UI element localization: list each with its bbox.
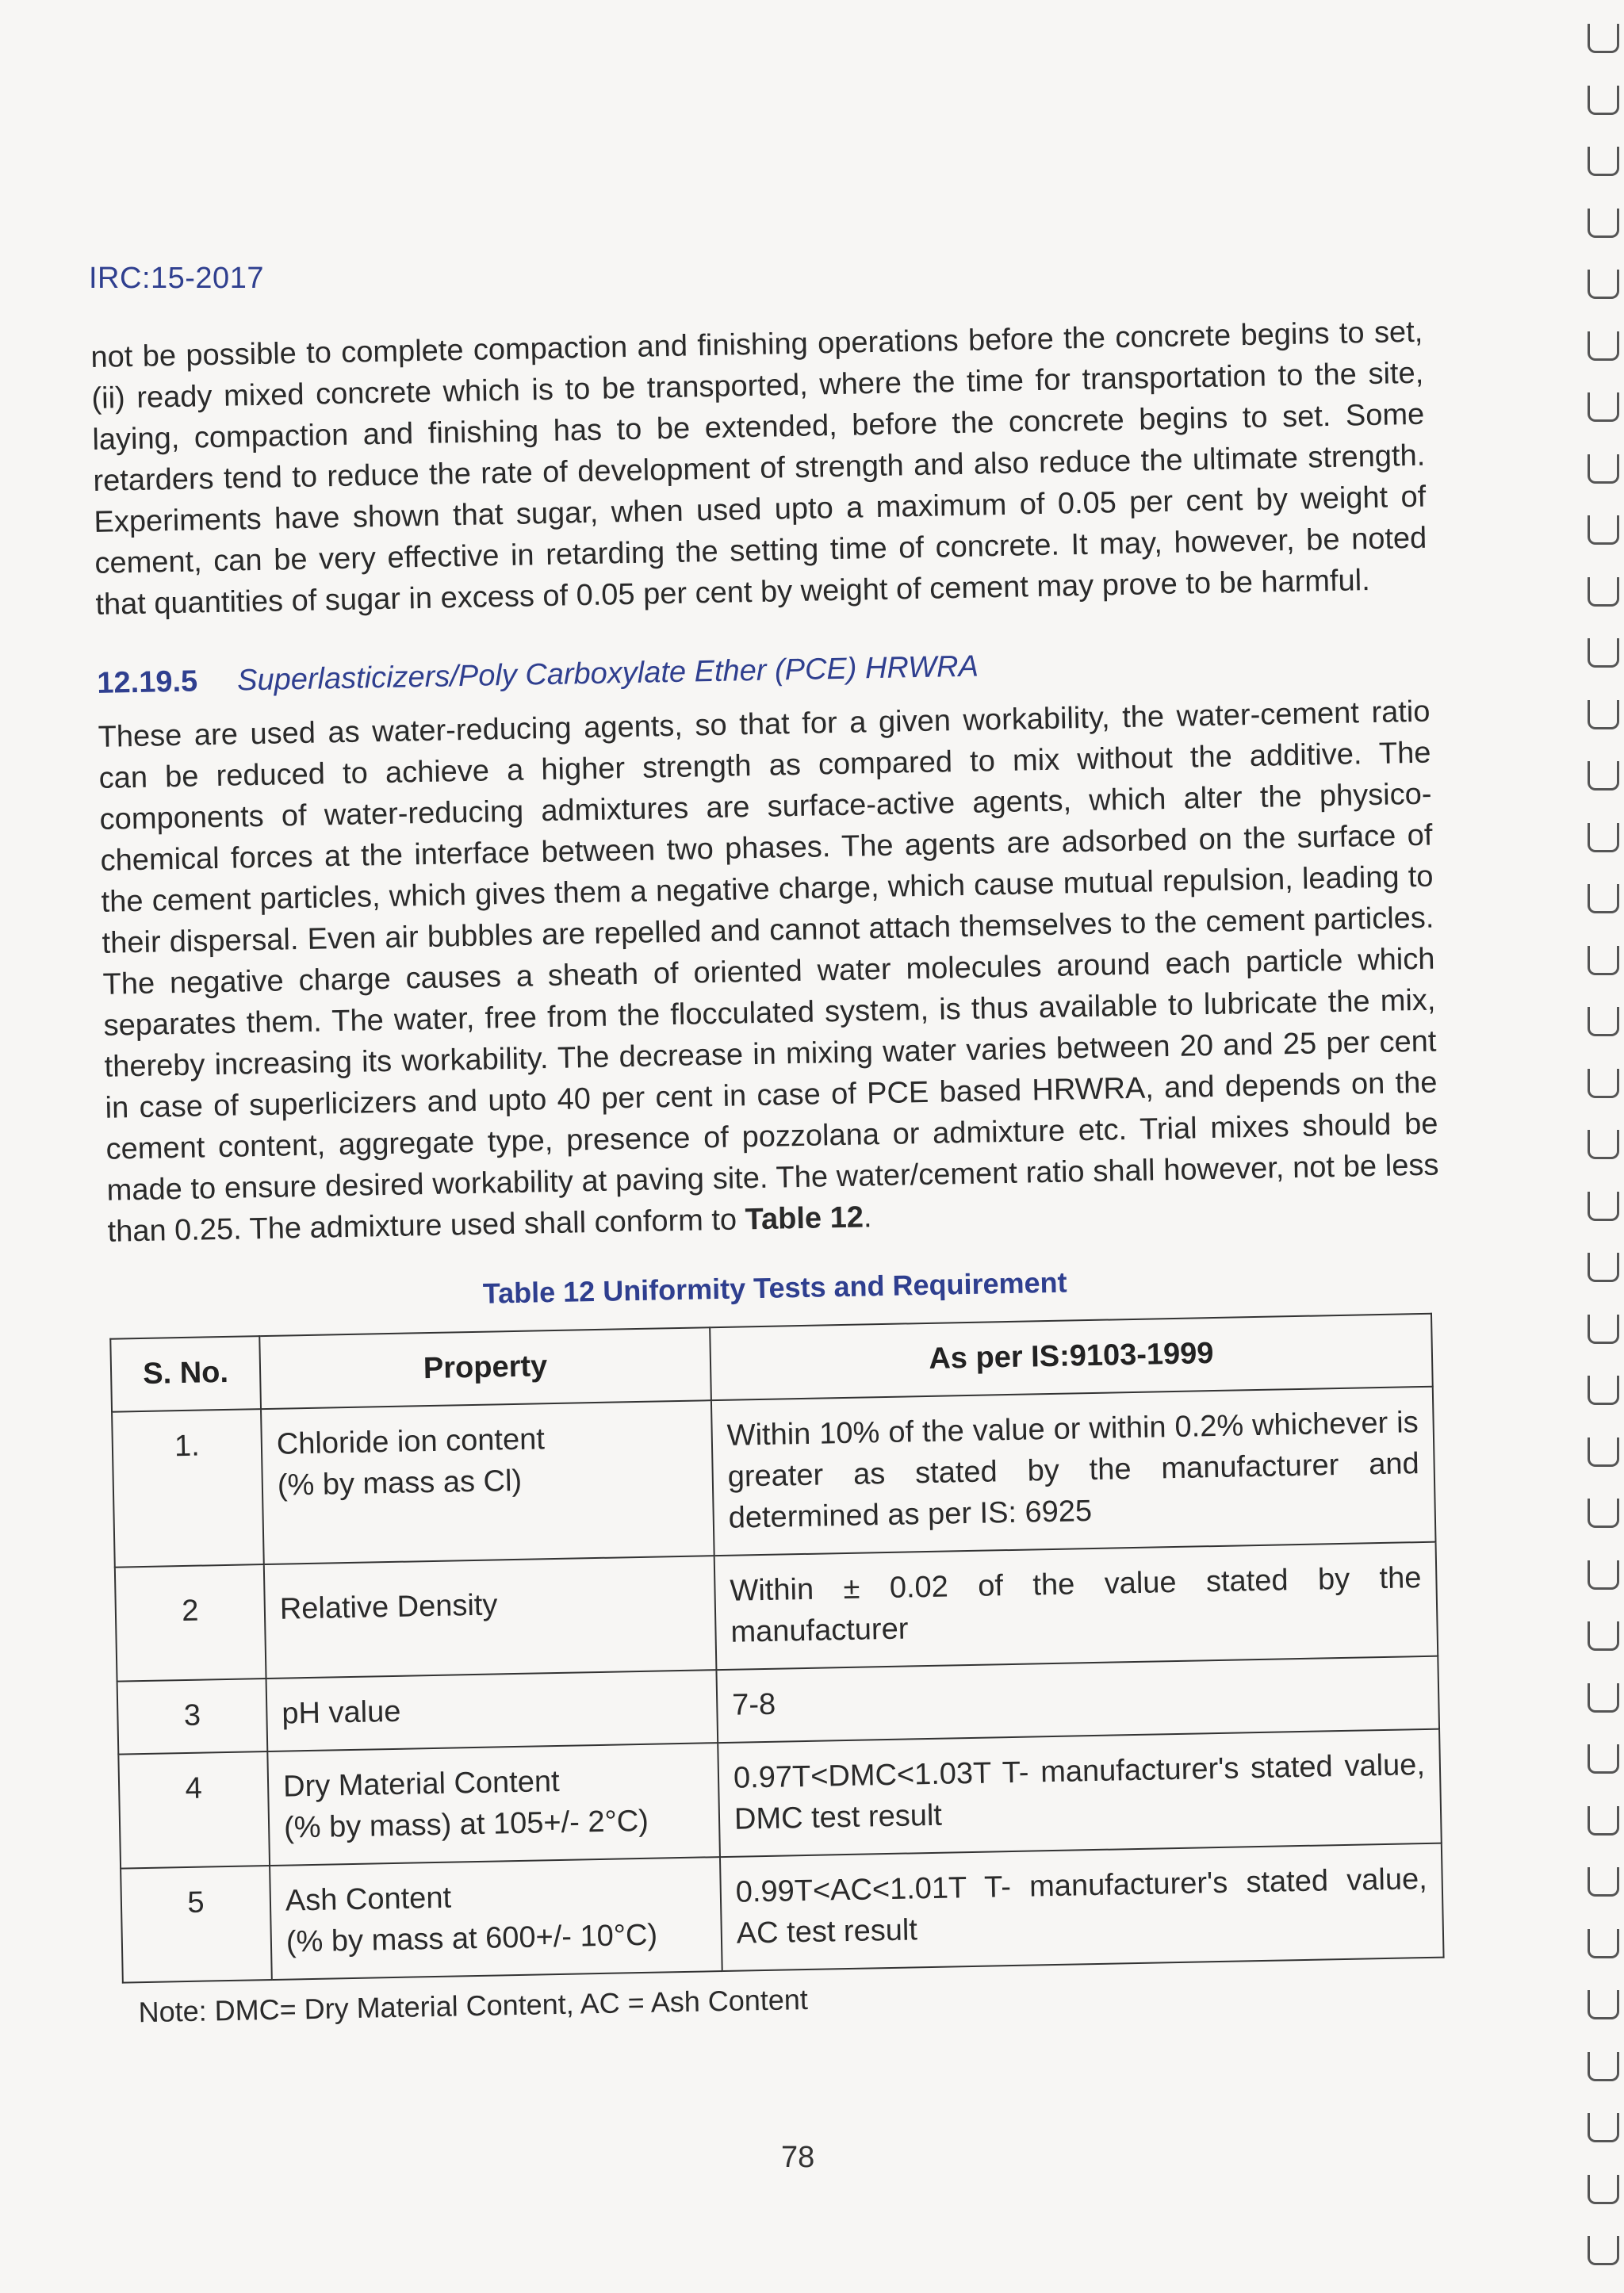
cell-requirement: Within 10% of the value or within 0.2% whichever is greater as stated by the manufacturer and determined as per IS: 6925 bbox=[711, 1387, 1436, 1556]
binding-hole bbox=[1588, 1437, 1619, 1467]
section-heading bbox=[97, 641, 1430, 701]
page-number: 78 bbox=[781, 2141, 815, 2174]
binding-hole bbox=[1588, 147, 1619, 176]
section-number: 12.19.5 bbox=[97, 664, 198, 700]
binding-hole bbox=[1588, 1683, 1619, 1713]
cell-property: pH value bbox=[266, 1670, 718, 1751]
header-property: Property bbox=[259, 1327, 711, 1409]
header-sno: S. No. bbox=[110, 1336, 261, 1412]
binding-hole bbox=[1588, 331, 1619, 361]
binding-hole bbox=[1588, 1806, 1619, 1836]
cell-requirement: Within ± 0.02 of the value stated by the manufacturer bbox=[714, 1542, 1438, 1670]
binding-hole bbox=[1588, 2113, 1619, 2142]
binding-hole bbox=[1588, 1376, 1619, 1405]
cell-sno: 5 bbox=[121, 1866, 272, 1983]
binding-hole bbox=[1588, 946, 1619, 975]
binding-hole bbox=[1588, 209, 1619, 238]
cell-sno: 2 bbox=[115, 1564, 266, 1682]
binding-hole bbox=[1588, 700, 1619, 729]
paragraph-retarders: not be possible to complete compaction and finishing operations before the concrete begins to set, (ii) ready mixed concrete which is to be transported, where the time for transportation to the site, laying, compaction and finishing has to be extended, before the concrete begins to set. Some retarders tend to reduce the rate of development of strength and also reduce the ultimate strength. Experiments have shown that sugar, when used upto a maximum of 0.05 per cent by weight of cement, can be very effective in retarding the setting time of concrete. It may, however, be noted that quantities of sugar in excess of 0.05 per cent by weight of cement may prove to be harmful. bbox=[90, 315, 1427, 622]
table-row bbox=[121, 1843, 1443, 1983]
binding-hole bbox=[1588, 2175, 1619, 2204]
cell-property: Relative Density bbox=[264, 1556, 717, 1679]
binding-hole bbox=[1588, 1744, 1619, 1774]
table-caption: Table 12 Uniformity Tests and Requirement bbox=[482, 1265, 1067, 1310]
page-content bbox=[89, 228, 1455, 2030]
header-requirement: As per IS:9103-1999 bbox=[710, 1314, 1433, 1400]
paragraph-superplasticizers bbox=[98, 691, 1440, 1253]
cell-sno: 4 bbox=[118, 1751, 270, 1869]
cell-sno: 1. bbox=[112, 1409, 264, 1568]
property-sub: (% by mass at 600+/- 10°C) bbox=[285, 1918, 658, 1959]
property-name: Chloride ion content bbox=[276, 1422, 546, 1461]
paragraph-end: . bbox=[863, 1200, 872, 1235]
cell-property bbox=[261, 1400, 714, 1564]
binding-hole bbox=[1588, 270, 1619, 299]
cell-sno: 3 bbox=[117, 1679, 268, 1755]
table-row bbox=[112, 1387, 1435, 1568]
binding-hole bbox=[1588, 577, 1619, 607]
binding-hole bbox=[1588, 1253, 1619, 1282]
binding-hole bbox=[1588, 1069, 1619, 1098]
binding-hole bbox=[1588, 1929, 1619, 1958]
binding-hole bbox=[1588, 1192, 1619, 1221]
binding-hole bbox=[1588, 1621, 1619, 1651]
paragraph-text: These are used as water-reducing agents, so that for a given workability, the water-cement ratio can be reduced to achieve a higher strength as compared to mix without the additive. The components of water-reducing admixtures are surface-active agents, which alter the physico-chemical forces at the interface between two phases. The agents are adsorbed on the surface of the cement particles, which gives them a negative charge, which cause mutual repulsion, leading to their dispersal. Even air bubbles are repelled and cannot attach themselves to the cement particles. The negative charge causes a sheath of oriented water molecules around each particle which separates them. The water, free from the flocculated system, is thus available to lubricate the mix, thereby increasing its workability. The decrease in mixing water varies between 20 and 25 per cent in case of superlicizers and upto 40 per cent in case of PCE based HRWRA, and depends on the cement content, aggregate type, presence of pozzolana or admixture etc. Trial mixes should be made to ensure desired workability at paving site. The water/cement ratio shall however, not be less than 0.25. The admixture used shall conform to bbox=[98, 695, 1439, 1249]
binding-hole bbox=[1588, 1499, 1619, 1528]
binding-hole bbox=[1588, 1867, 1619, 1897]
property-name: Ash Content bbox=[285, 1881, 452, 1918]
binding-hole bbox=[1588, 1560, 1619, 1590]
binding-hole bbox=[1588, 2236, 1619, 2265]
uniformity-table bbox=[109, 1313, 1444, 1984]
binding-hole bbox=[1588, 884, 1619, 913]
cell-requirement: 0.97T<DMC<1.03T T- manufacturer's stated value, DMC test result bbox=[718, 1729, 1442, 1857]
binding-hole bbox=[1588, 86, 1619, 115]
table-reference: Table 12 bbox=[745, 1200, 864, 1237]
binding-hole bbox=[1588, 823, 1619, 852]
property-sub: (% by mass) at 105+/- 2°C) bbox=[283, 1804, 649, 1845]
document-code: IRC:15-2017 bbox=[89, 262, 264, 295]
binding-hole bbox=[1588, 454, 1619, 484]
binding-hole bbox=[1588, 1130, 1619, 1159]
binding-hole bbox=[1588, 1007, 1619, 1036]
binding-hole bbox=[1588, 515, 1619, 545]
cell-property bbox=[270, 1857, 722, 1980]
binding-hole bbox=[1588, 392, 1619, 422]
binding-hole bbox=[1588, 638, 1619, 668]
property-sub: (% by mass as Cl) bbox=[277, 1464, 523, 1503]
binding-hole bbox=[1588, 1990, 1619, 2019]
property-name: Dry Material Content bbox=[282, 1764, 560, 1804]
binding-hole bbox=[1588, 24, 1619, 53]
binding-hole bbox=[1588, 761, 1619, 790]
cell-requirement: 7-8 bbox=[716, 1656, 1439, 1743]
cell-property bbox=[267, 1743, 720, 1866]
cell-requirement: 0.99T<AC<1.01T T- manufacturer's stated value, AC test result bbox=[720, 1843, 1444, 1971]
binding-hole bbox=[1588, 2052, 1619, 2081]
spiral-binding bbox=[1568, 0, 1624, 2293]
binding-hole bbox=[1588, 1315, 1619, 1344]
table-note: Note: DMC= Dry Material Content, AC = Ash Content bbox=[138, 1983, 809, 2029]
section-title: Superlasticizers/Poly Carboxylate Ether (PCE) HRWRA bbox=[236, 649, 979, 698]
